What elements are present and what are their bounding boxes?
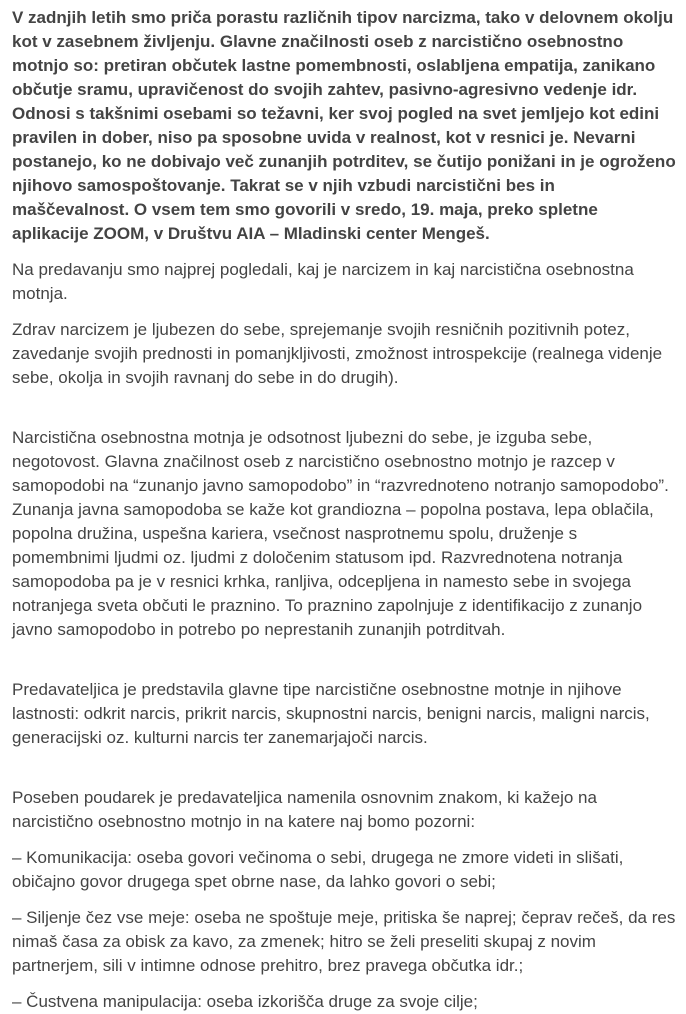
article-paragraph: Zdrav narcizem je ljubezen do sebe, sprejemanje svojih resničnih pozitivnih potez, zavedanje svojih prednosti in pomanjkljivosti, zmožnost introspekcije (realnega videnje sebe, okolja in svojih ravnanj do sebe in do drugih). xyxy=(12,320,663,387)
article-lead: V zadnjih letih smo priča porastu različnih tipov narcizma, tako v delovnem okolju kot v zasebnem življenju. Glavne značilnosti oseb z narcistično osebnostno motnjo so: pretiran občutek lastne pomembnosti, oslabljena empatija, zanikano občutje sramu, upravičenost do svojih zahtev, pasivno-agresivno vedenje idr. Odnosi s takšnimi osebami so težavni, ker svoj pogled na svet jemljejo kot edini pravilen in dober, niso pa sposobne uvida v realnost, kot v resnici je. Nevarni postanejo, ko ne dobivajo več zunanjih potrditev, se čutijo ponižani in je ogroženo njihovo samospoštovanje. Takrat se v njih vzbudi narcistični bes in maščevalnost. O vsem tem smo govorili v sredo, 19. maja, preko spletne aplikacije ZOOM, v Društvu AIA – Mladinski center Mengeš. xyxy=(12,8,676,243)
article-paragraph: Predavateljica je predstavila glavne tipe narcistične osebnostne motnje in njihove lastnosti: odkrit narcis, prikrit narcis, skupnostni narcis, benigni narcis, maligni narcis, generacijski oz. kulturni narcis ter zanemarjajoči narcis. xyxy=(12,680,650,747)
list-item-manipulation: – Čustvena manipulacija: oseba izkorišča druge za svoje cilje; xyxy=(12,992,478,1011)
article-paragraph: Na predavanju smo najprej pogledali, kaj je narcizem in kaj narcistična osebnostna motnja. xyxy=(12,260,634,303)
article-paragraph: Narcistična osebnostna motnja je odsotnost ljubezni do sebe, je izguba sebe, negotovost. Glavna značilnost oseb z narcistično osebnostno motnjo je razcep v samopodobi na “zunanjo javno samopodobo” in “razvrednoteno notranjo samopodobo”. Zunanja javna samopodoba se kaže kot grandiozna – popolna postava, lepa oblačila, popolna družina, uspešna kariera, vsečnost nasprotnemu spolu, druženje s pomembnimi ljudmi oz. ljudmi z določenim statusom ipd. Razvrednotena notranja samopodoba pa je v resnici krhka, ranljiva, odcepljena in namesto sebe in svojega notranjega sveta občuti le praznino. To praznino zapolnjuje z identifikacijo z zunanjo javno samopodobo in potrebo po neprestanih zunanjih potrditvah. xyxy=(12,428,669,639)
article-paragraph: Poseben poudarek je predavateljica namenila osnovnim znakom, ki kažejo na narcistično osebnostno motnjo in na katere naj bomo pozorni: xyxy=(12,788,597,831)
list-item-boundaries: – Siljenje čez vse meje: oseba ne spoštuje meje, pritiska še naprej; čeprav rečeš, da res nimaš časa za obisk za kavo, za zmenek; hitro se želi preseliti skupaj z novim partnerjem, sili v intimne odnose prehitro, brez pravega občutka idr.; xyxy=(12,908,676,975)
article-body xyxy=(12,0,676,1014)
list-item-communication: – Komunikacija: oseba govori večinoma o sebi, drugega ne zmore videti in slišati, običajno govor drugega spet obrne nase, da lahko govori o sebi; xyxy=(12,848,624,891)
